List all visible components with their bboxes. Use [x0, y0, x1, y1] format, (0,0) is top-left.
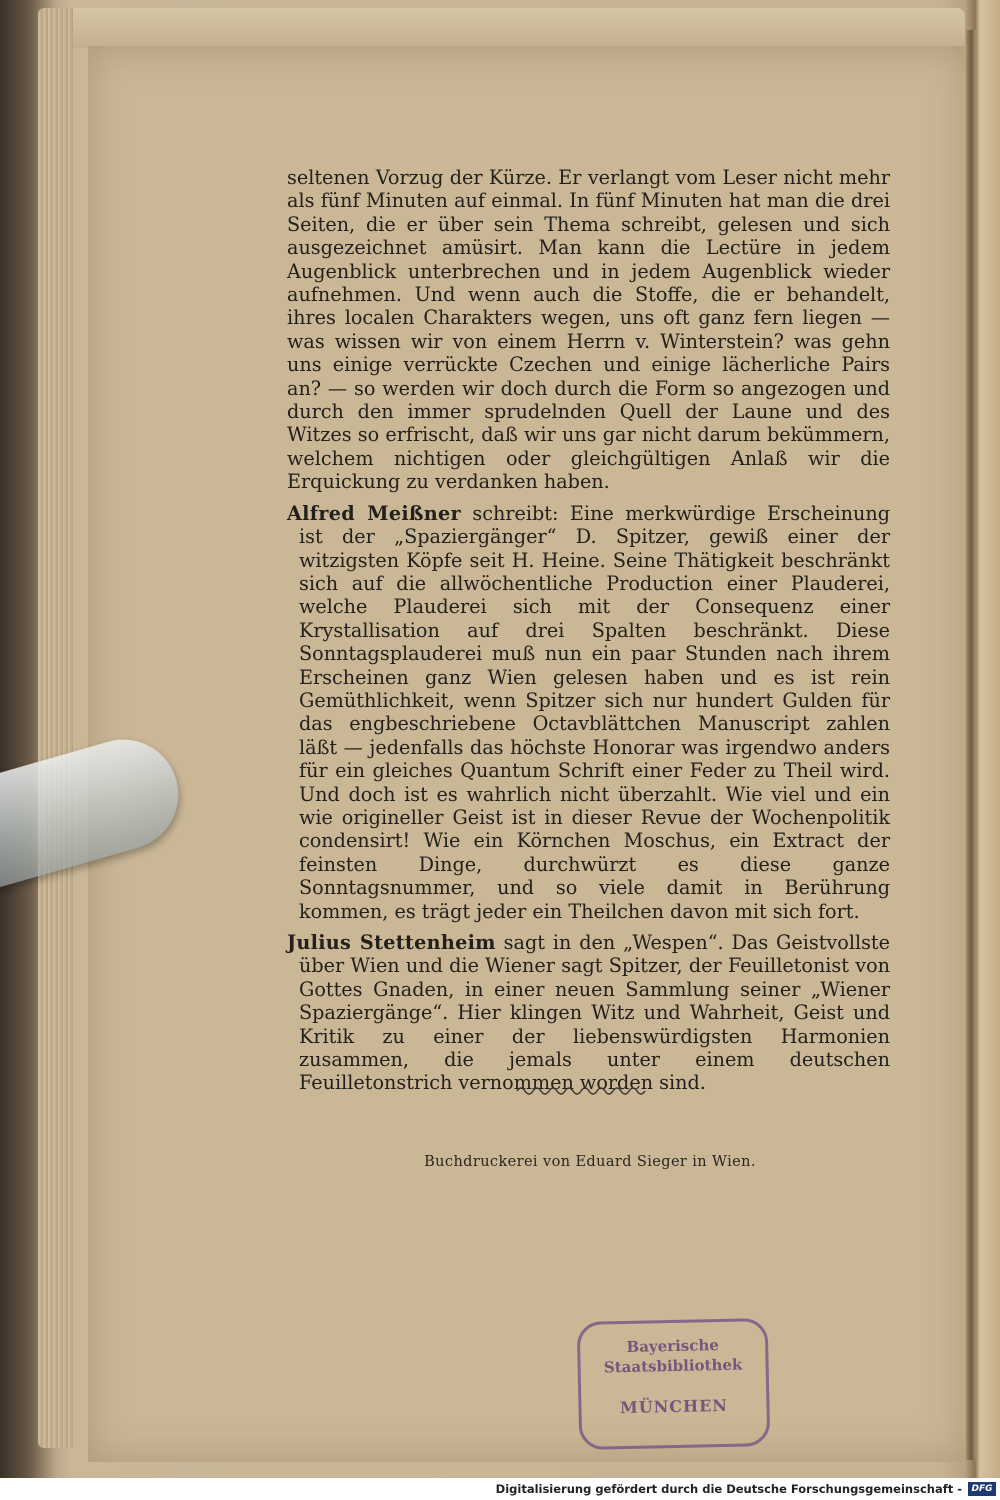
stamp-line-2: Staatsbibliothek [603, 1355, 743, 1377]
library-stamp [577, 1318, 771, 1450]
dfg-logo-icon: DFG [968, 1482, 996, 1496]
page-top-edge [60, 8, 965, 48]
digitization-footer [0, 1478, 1000, 1500]
book-spine [966, 30, 976, 1460]
page-text [275, 166, 890, 1103]
paragraph-2-text: schreibt: Eine merkwürdige Erscheinung ist der „Spaziergänger“ D. Spitzer, gewiß einer der witzigsten Köpfe seit H. Heine. Seine Thätigkeit beschränkt sich auf die allwöchentliche Production einer Plauderei, welche Plauderei sich mit der Consequenz einer Krystallisation auf drei Spalten beschränkt. Diese Sonntagsplauderei muß nun ein paar Stunden nach ihrem Erscheinen ganz Wien gelesen haben und es ist rein Gemüthlichkeit, wenn Spitzer sich nur hundert Gulden für das engbeschriebene Octavblättchen Manuscript zahlen läßt — jedenfalls das höchste Honorar was irgendwo anders für ein gleiches Quantum Schrift einer Feder zu Theil wird. Und doch ist es wahrlich nicht überzahlt. Wie viel und ein wie origineller Geist ist in dieser Revue der Wochenpolitik condensirt! Wie ein Körnchen Moschus, ein Extract der feinsten Dinge, durchwürzt es diese ganze Sonntagsnummer, und so viele damit in Berührung kommen, es trägt jeder ein Theilchen davon mit sich fort. [299, 501, 890, 923]
stamp-line-1: Bayerische [626, 1336, 720, 1356]
footer-credit-text: Digitalisierung gefördert durch die Deutsche Forschungsgemeinschaft - [495, 1482, 962, 1496]
paragraph-3-text: sagt in den „Wespen“. Das Geistvollste über Wien und die Wiener sagt Spitzer, der Feuilletonist von Gottes Gnaden, in einer neuen Sammlung seiner „Wiener Spaziergänge“. Hier klingen Witz und Wahrheit, Geist und Kritik zu einer der liebenswürdigsten Harmonien zusammen, die jemals unter einem deutschen Feuilletonstrich vernommen worden sind. [299, 931, 891, 1095]
paragraph-3 [275, 931, 890, 1095]
printer-imprint: Buchdruckerei von Eduard Sieger in Wien. [424, 1154, 756, 1170]
page-stack-edges [38, 8, 73, 1448]
stamp-line-3: MÜNCHEN [619, 1395, 729, 1418]
author-name-meissner: Alfred Meißner [287, 501, 461, 525]
paragraph-1-text: seltenen Vorzug der Kürze. Er verlangt vom Leser nicht mehr als fünf Minuten auf einmal. In fünf Minuten hat man die drei Seiten, die er über sein Thema schreibt, gelesen und sich ausgezeichnet amüsirt. Man kann die Lectüre in jedem Augenblick unterbrechen und in jedem Augenblick wieder aufnehmen. Und wenn auch die Stoffe, die er behandelt, ihres localen Charakters wegen, uns oft ganz fern liegen — was wissen wir von einem Herrn v. Winterstein? was gehn uns einige verrückte Czechen und einige lächerliche Pairs an? — so werden wir doch durch die Form so angezogen und durch den immer sprudelnden Quell der Laune und des Witzes so erfrischt, daß wir uns gar nicht darum bekümmern, welchem nichtigen oder gleichgültigen Anlaß wir die Erquickung zu verdanken haben. [287, 166, 890, 494]
paragraph-1 [275, 166, 890, 494]
paragraph-2 [275, 502, 890, 923]
author-name-stettenheim: Julius Stettenheim [287, 931, 496, 954]
wavy-ornament-divider [515, 1082, 650, 1096]
